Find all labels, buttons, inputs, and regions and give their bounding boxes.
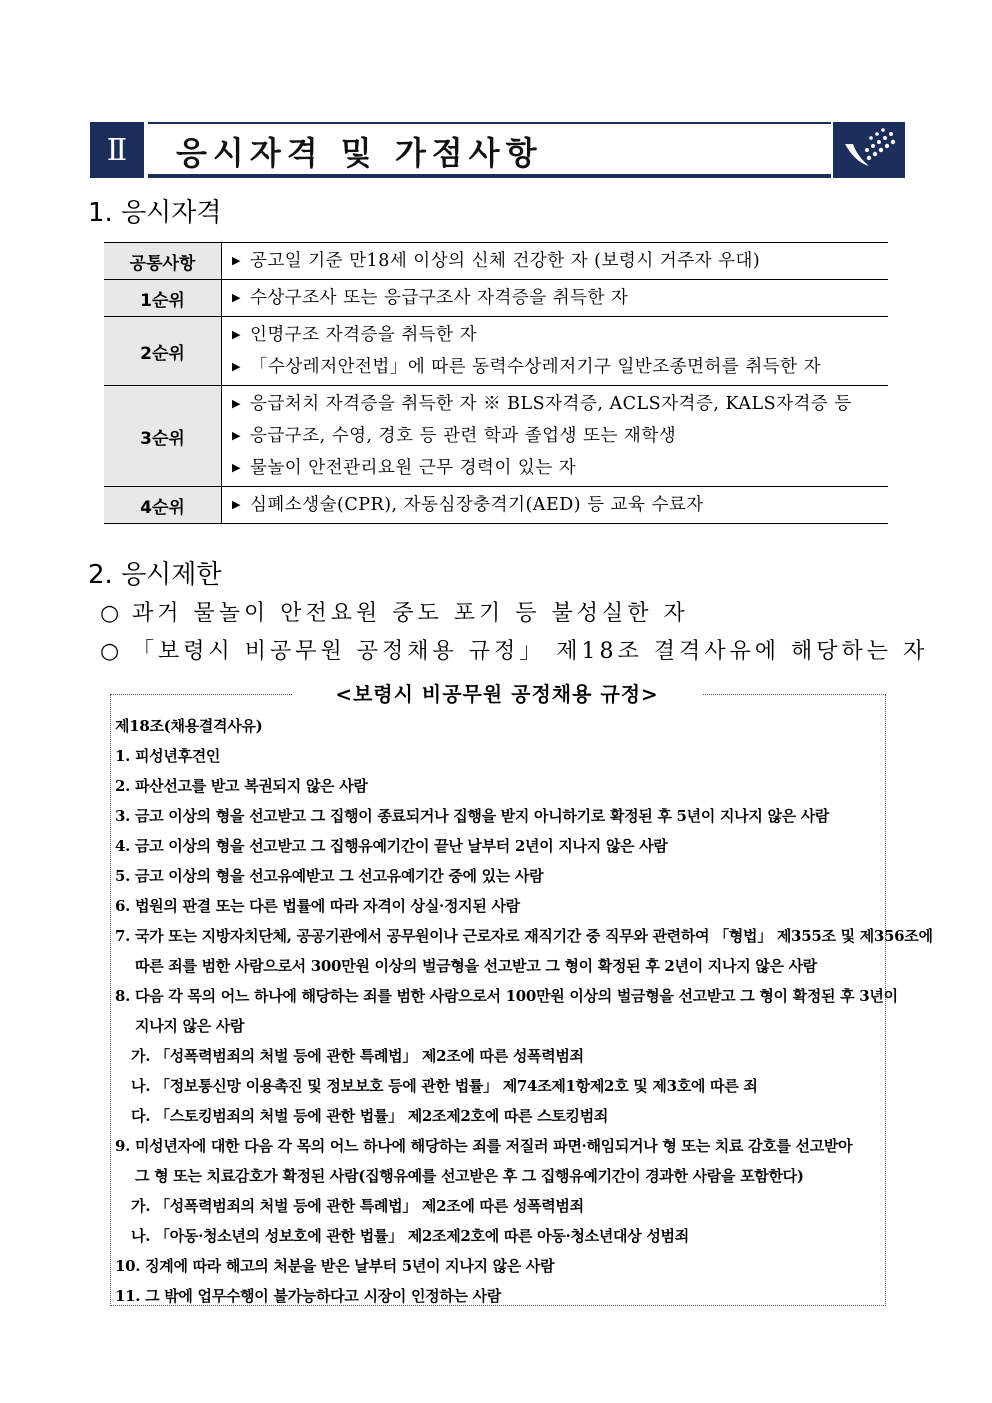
row-label: 3순위 (104, 386, 222, 487)
regulation-line: 다. 「스토킹범죄의 처벌 등에 관한 법률」 제2조제2호에 따른 스토킹범죄 (131, 1107, 609, 1125)
table-row (104, 317, 888, 386)
regulation-line: 따른 죄를 범한 사람으로서 300만원 이상의 벌금형을 선고받고 그 형이 확정된 후 2년이 지나지 않은 사람 (135, 957, 817, 975)
circle-bullet-icon: ○ (100, 639, 120, 664)
regulation-line: 2. 파산선고를 받고 복권되지 않은 사람 (115, 777, 368, 795)
row-label: 2순위 (104, 317, 222, 386)
regulation-line: 3. 금고 이상의 형을 선고받고 그 집행이 종료되거나 집행을 받지 아니하기로 확정된 후 5년이 지나지 않은 사람 (115, 807, 830, 825)
regulation-line: 8. 다음 각 목의 어느 하나에 해당하는 죄를 범한 사람으로서 100만원 이상의 벌금형을 선고받고 그 형이 확정된 후 3년이 (115, 987, 898, 1005)
row-label: 4순위 (104, 487, 222, 524)
regulation-line: 제18조(채용결격사유) (115, 717, 263, 735)
table-row (104, 487, 888, 524)
circle-bullet-icon: ○ (100, 601, 120, 626)
row-label: 1순위 (104, 280, 222, 317)
triangle-bullet-icon: ▶ (232, 428, 241, 442)
city-logo-icon (833, 122, 905, 178)
row-content: ▶ 심폐소생술(CPR), 자동심장충격기(AED) 등 교육 수료자 (222, 487, 889, 524)
section-title: 응시자격 및 가점사항 (176, 134, 543, 172)
regulation-line: 가. 「성폭력범죄의 처벌 등에 관한 특례법」 제2조에 따른 성폭력범죄 (131, 1197, 584, 1215)
triangle-bullet-icon: ▶ (232, 359, 241, 373)
eligibility-heading: 1. 응시자격 (88, 198, 222, 228)
regulation-line: 7. 국가 또는 지방자치단체, 공공기관에서 공무원이나 근로자로 재직기간 중 직무와 관련하여 「형법」 제355조 및 제356조에 (115, 927, 933, 945)
triangle-bullet-icon: ▶ (232, 396, 241, 410)
table-row (104, 280, 888, 317)
regulation-line: 나. 「아동·청소년의 성보호에 관한 법률」 제2조제2호에 따른 아동·청소년대상 성범죄 (131, 1227, 689, 1245)
triangle-bullet-icon: ▶ (232, 290, 241, 304)
restriction-bullet: ○ 과거 물놀이 안전요원 중도 포기 등 불성실한 자 (100, 601, 689, 626)
restriction-heading: 2. 응시제한 (88, 560, 222, 590)
row-label: 공통사항 (104, 243, 222, 280)
eligibility-table (104, 242, 888, 524)
regulation-line: 11. 그 밖에 업무수행이 불가능하다고 시장이 인정하는 사람 (115, 1287, 502, 1305)
row-content: ▶ 인명구조 자격증을 취득한 자 ▶ 「수상레저안전법」에 따른 동력수상레저기구 일반조종면허를 취득한 자 (222, 317, 889, 386)
regulation-line: 10. 징계에 따라 해고의 처분을 받은 날부터 5년이 지나지 않은 사람 (115, 1257, 555, 1275)
regulation-line: 지나지 않은 사람 (135, 1017, 245, 1035)
section-number: Ⅱ (90, 122, 144, 178)
triangle-bullet-icon: ▶ (232, 497, 241, 511)
table-row (104, 243, 888, 280)
regulation-line: 4. 금고 이상의 형을 선고받고 그 집행유예기간이 끝난 날부터 2년이 지나지 않은 사람 (115, 837, 668, 855)
regulation-line: 나. 「정보통신망 이용촉진 및 정보보호 등에 관한 법률」 제74조제1항제2호 및 제3호에 따른 죄 (131, 1077, 758, 1095)
section-header (90, 122, 905, 178)
triangle-bullet-icon: ▶ (232, 327, 241, 341)
regulation-line: 가. 「성폭력범죄의 처벌 등에 관한 특례법」 제2조에 따른 성폭력범죄 (131, 1047, 584, 1065)
regulation-line: 6. 법원의 판결 또는 다른 법률에 따라 자격이 상실·정지된 사람 (115, 897, 520, 915)
regulation-line: 5. 금고 이상의 형을 선고유예받고 그 선고유예기간 중에 있는 사람 (115, 867, 544, 885)
regulation-title: <보령시 비공무원 공정채용 규정> (292, 679, 702, 709)
triangle-bullet-icon: ▶ (232, 460, 241, 474)
regulation-line: 9. 미성년자에 대한 다음 각 목의 어느 하나에 해당하는 죄를 저질러 파면·해임되거나 형 또는 치료 감호를 선고받아 (115, 1137, 853, 1155)
triangle-bullet-icon: ▶ (232, 253, 241, 267)
table-row (104, 386, 888, 487)
regulation-lines (115, 711, 933, 1311)
regulation-line: 그 형 또는 치료감호가 확정된 사람(집행유예를 선고받은 후 그 집행유예기간이 경과한 사람을 포함한다) (135, 1167, 804, 1185)
restriction-bullet: ○ 「보령시 비공무원 공정채용 규정」 제18조 결격사유에 해당하는 자 (100, 639, 929, 664)
row-content: ▶ 수상구조사 또는 응급구조사 자격증을 취득한 자 (222, 280, 889, 317)
row-content: ▶ 응급처치 자격증을 취득한 자 ※ BLS자격증, ACLS자격증, KALS자격증 등 ▶ 응급구조, 수영, 경호 등 관련 학과 졸업생 또는 재학생 ▶ 물놀이 안전관리요원 근무 경력이 있는 자 (222, 386, 889, 487)
regulation-line: 1. 피성년후견인 (115, 747, 221, 765)
row-content: ▶ 공고일 기준 만18세 이상의 신체 건강한 자 (보령시 거주자 우대) (222, 243, 889, 280)
